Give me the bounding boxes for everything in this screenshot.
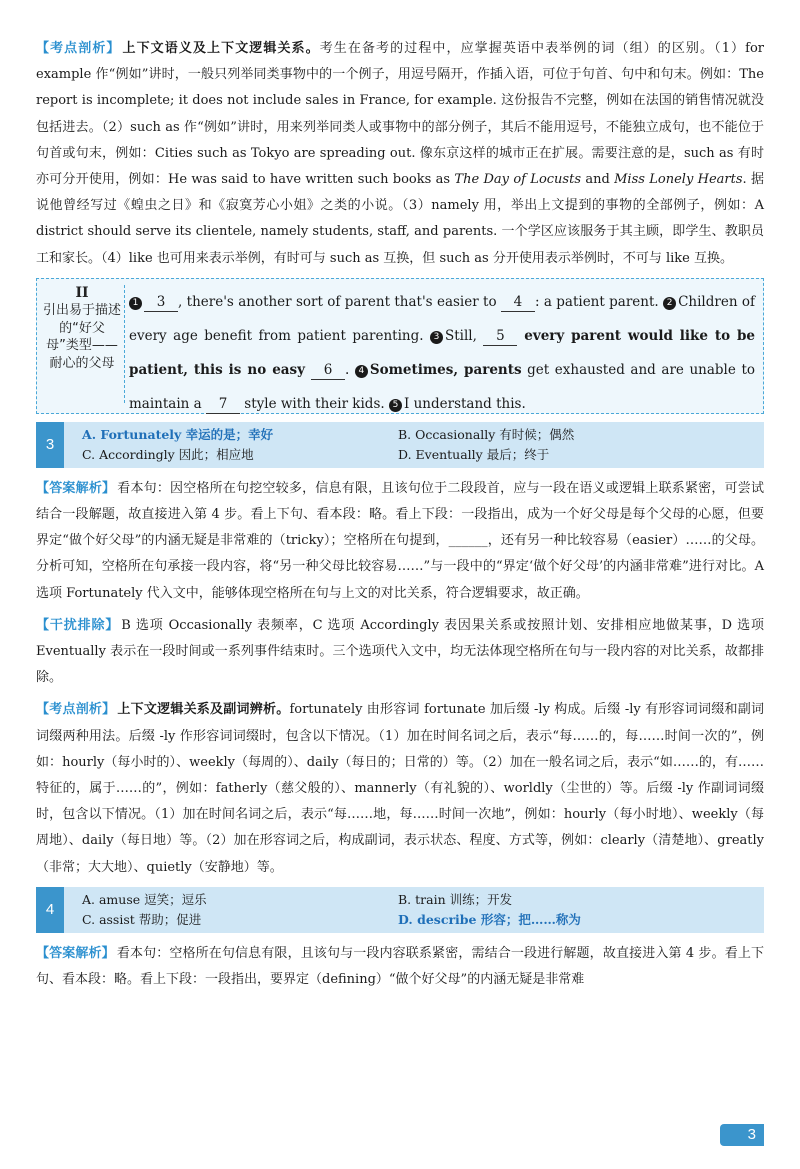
para-text: 考生在备考的过程中，应掌握英语中表举例的词（组）的区别。（1）for example 作“例如”讲时，一般只列举同类事物中的一个例子，用逗号隔开，作插入语，可位于句首、句中和句末。例如：The report is incomplete; it does not include sales in France, for example. 这份报告不完整，例如在法国的销售情况就没包括进去。（2）such as 作“例如”讲时，用来列举同类人或事物中的部分例子，其后不能用逗号，不能独立成句，也不能位于句首或句末，例如：Cities such as Tokyo are spreading out. 像东京这样的城市正在扩展。需要注意的是，such as 有时亦可分开使用，例如：He was said to have written such books as [36, 41, 764, 188]
distractor-analysis-3 [36, 613, 764, 692]
section-tag: 【答案解析】 [36, 480, 116, 496]
answer-analysis-3 [36, 476, 764, 607]
sentence-number: 5 [389, 399, 402, 412]
option-d: D. Eventually 最后；终于 [398, 446, 550, 462]
section-lead: 上下文语义及上下文逻辑关系。 [122, 41, 320, 56]
section-tag: 【干扰排除】 [36, 617, 120, 633]
question-number: 4 [36, 887, 64, 933]
para-text: . 据说他曾经写过《蝗虫之日》和《寂寞芳心小姐》之类的小说。（3）namely 用，举出上文提到的事物的全部例子，例如：A district should serve its clientele, namely students, staff, and parents. 一个学区应该服务于其主顾，即学生、教职员工和家长。（4）like 也可用来表示举例，有时可与 such as 互换，但 such as 分开使用表示举例时，不可与 like 互换。 [36, 172, 764, 266]
blank-4: 4 [501, 293, 535, 312]
blank-7: 7 [206, 395, 240, 414]
book-title: Miss Lonely Hearts [614, 172, 743, 188]
para-text: and [581, 172, 615, 188]
section-roman: II [75, 284, 89, 301]
para-text: 看本句：因空格所在句挖空较多，信息有限，且该句位于二段段首，应与一段在语义或逻辑上联系紧密，可尝试结合一段解题，故直接进入第 4 步。看上下句、看本段：略。看上下段：一段指出，成为一个好父母是每个父母的心愿，但要界定“做个好父母”的内涵无疑是非常难的（tricky）；空格所在句提到，______，还有另一种比较容易（easier）……的父母。分析可知，空格所在句承接一段内容，将“另一种父母比较容易……”与一段中的“界定‘做个好父母’的内涵非常难”进行对比。A 选项 Fortunately 代入文中，能够体现空格所在句与上文的对比关系，符合逻辑要求，故正确。 [36, 480, 764, 601]
section-lead: 上下文逻辑关系及副词辨析。 [117, 702, 290, 718]
para-text: 看本句：空格所在句信息有限，且该句与一段内容联系紧密，需结合一段进行解题，故直接进入第 4 步。看上下句、看本段：略。看上下段：一段指出，要界定（defining）“做个好父母”的内涵无疑是非常难 [36, 945, 764, 988]
option-c: C. assist 帮助；促进 [82, 911, 202, 927]
analysis-paragraph-ly [36, 697, 764, 880]
blank-5: 5 [483, 327, 517, 346]
sentence-number: 4 [355, 365, 368, 378]
sentence-number: 1 [129, 297, 142, 310]
section-tag: 【考点剖析】 [36, 702, 116, 718]
option-b: B. Occasionally 有时候；偶然 [398, 426, 575, 442]
page-number: 3 [720, 1124, 764, 1146]
blank-3: 3 [144, 293, 178, 312]
option-c: C. Accordingly 因此；相应地 [82, 446, 254, 462]
passage-section-box [36, 278, 764, 414]
answer-analysis-4 [36, 941, 764, 993]
sentence-number: 3 [430, 331, 443, 344]
para-text: fortunately 由形容词 fortunate 加后缀 -ly 构成。后缀 -ly 有形容词词缀和副词词缀两种用法。后缀 -ly 作形容词词缀时，包含以下情况。（1）加在时间名词之后，表示“每……的，每……时间一次的”，例如：hourly（每小时的）、weekly（每周的）、daily（每日的；日常的）等。（2）加在一般名词之后，表示“如……的，有……特征的，属于……的”，例如：fatherly（慈父般的）、mannerly（有礼貌的）、worldly（尘世的）等。后缀 -ly 作副词词缀时，包含以下情况。（1）加在时间名词之后，表示“每……地，每……时间一次地”，例如：hourly（每小时地）、weekly（每周地）、daily（每日地）等。（2）加在形容词之后，构成副词，表示状态、程度、方式等，例如：clearly（清楚地）、greatly（非常；大大地）、quietly（安静地）等。 [36, 702, 764, 875]
para-text: B 选项 Occasionally 表频率，C 选项 Accordingly 表因果关系或按照计划、安排相应地做某事，D 选项 Eventually 表示在一段时间或一系列事件结束时。三个选项代入文中，均无法体现空格所在句与一段内容的对比关系，故都排除。 [36, 617, 764, 686]
question-number: 3 [36, 422, 64, 468]
options-box-3 [36, 422, 764, 468]
section-tag: 【考点剖析】 [36, 41, 121, 56]
section-summary: 引出易于描述的“好父母”类型——耐心的父母 [43, 303, 122, 371]
book-title: The Day of Locusts [454, 172, 581, 188]
blank-6: 6 [311, 361, 345, 380]
passage-text: 1 3 , there's another sort of parent that's easier to 4 : a patient parent. 2 Children of every age benefit from patient parenting. 3 Still, 5 every parent would like to be patient, this is no easy 6 . 4 Sometimes, parents get exhausted and are unable to maintain a 7 style with their kids. 5 I understand this. [129, 293, 755, 412]
options-box-4 [36, 887, 764, 933]
section-label [43, 285, 121, 403]
option-a: A. Fortunately 幸运的是；幸好 [82, 426, 274, 442]
sentence-number: 2 [663, 297, 676, 310]
option-d: D. describe 形容；把……称为 [398, 911, 581, 927]
page [36, 36, 764, 999]
option-a: A. amuse 逗笑；逗乐 [82, 891, 207, 907]
option-b: B. train 训练；开发 [398, 891, 513, 907]
section-tag: 【答案解析】 [36, 945, 115, 961]
analysis-paragraph-1 [36, 36, 764, 272]
